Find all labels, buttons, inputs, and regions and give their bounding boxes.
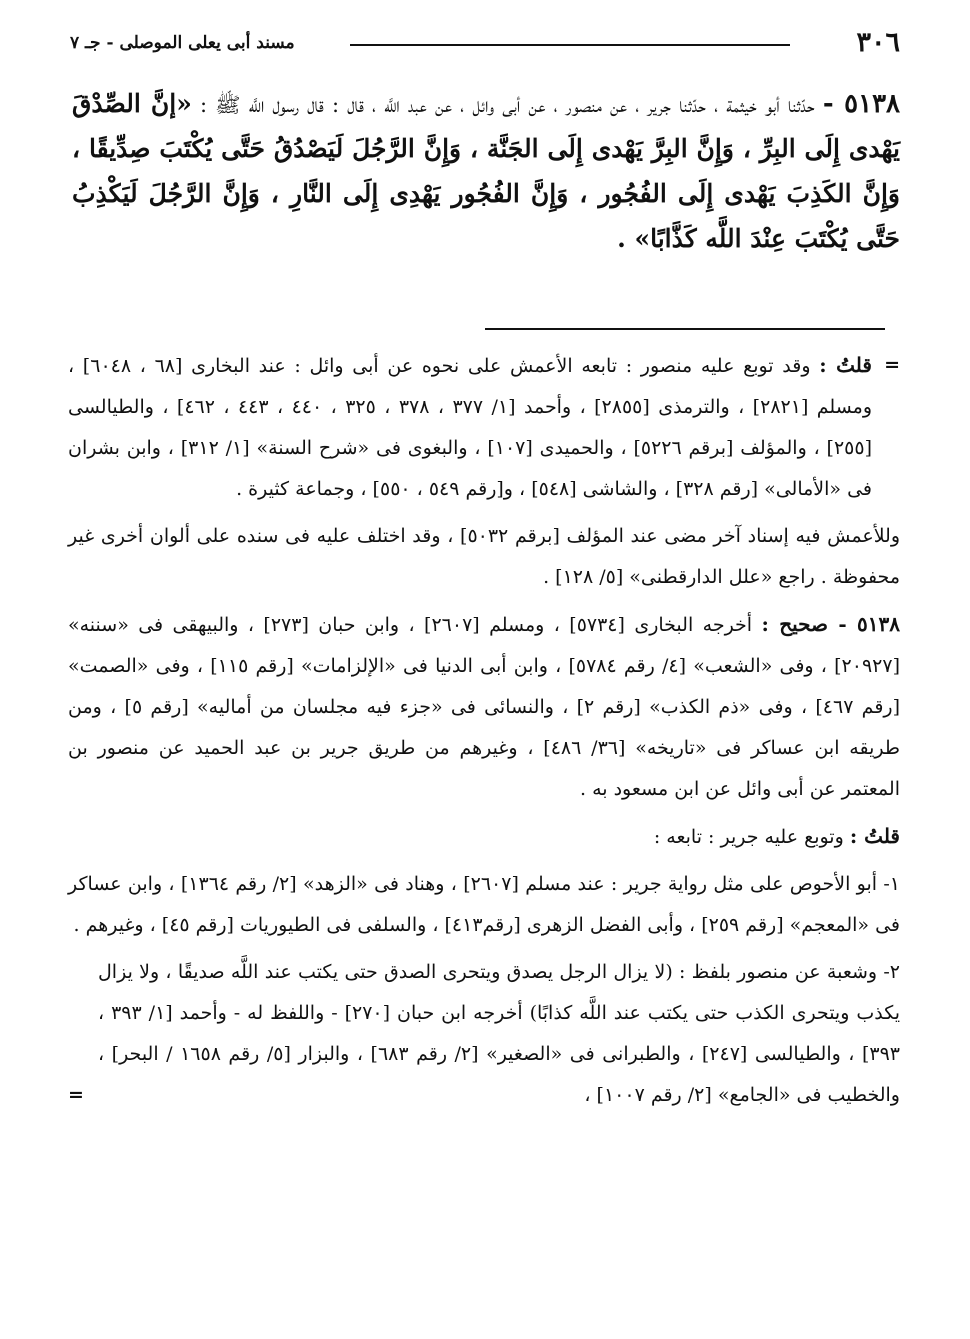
note-text: أخرجه البخارى [٥٧٣٤] ، ومسلم [٢٦٠٧] ، وابن حبان [٢٧٣] ، والبيهقى فى «سننه» [٢٠٩٢٧] ، وفى «الشعب» [٤/ رقم ٥٧٨٤] ، وابن أبى الدنيا فى «الإلزامات» [رقم ١١٥] ، وفى «الصمت» [رقم ٤٦٧] ، وفى «ذم الكذب» [رقم ٢] ، والنسائى فى «جزء فيه مجلسان من أماليه» [رقم ٥] ، ومن طريقه ابن عساكر فى «تاريخه» [٣٦/ ٤٨٦] ، وغيرهم من طريق جرير بن عبد الحميد عن منصور بن المعتمر عن أبى وائل عن ابن مسعود به . [68, 614, 901, 800]
note-text: ٢- وشعبة عن منصور بلفظ : (لا يزال الرجل يصدق ويتحرى الصدق حتى يكتب عند اللَّه صديقًا ، ولا يزال يكذب ويتحرى الكذب حتى يكتب عند اللَّه كذابًا) أخرجه ابن حبان [٢٧٠] - واللفظ له - وأحمد [١/ ٣٩٣ ، ٣٩٣] ، والطيالسى [٢٤٧] ، والطبرانى فى «الصغير» [٢/ رقم ٦٨٣] ، والبزار [٥/ رقم ١٦٥٨ / البحر] ، والخطيب فى «الجامع» [٢/ رقم ١٠٠٧] ، [98, 961, 900, 1106]
hadith-text [72, 82, 900, 262]
page-number: ٣٠٦ [856, 27, 900, 58]
footnote-takhrij [68, 604, 900, 810]
note-label: ٥١٣٨ - صحيح : [761, 612, 900, 636]
book-title: مسند أبى يعلى الموصلى - جـ ٧ [70, 33, 295, 53]
continuation-mark: = [68, 1084, 84, 1106]
footnote-paragraph: وللأعمش فيه إسناد آخر مضى عند المؤلف [برقم ٥٠٣٢] ، وقد اختلف عليه فى سنده على ألوان أخرى غير محفوظة . راجع «علل الدارقطنى» [٥/ ١٢٨] . [68, 525, 901, 588]
footnote-list-item: ١- أبو الأحوص على مثل رواية جرير : عند مسلم [٢٦٠٧] ، وهناد فى «الزهد» [٢/ رقم ١٣٦٤] ، وابن عساكر فى «المعجم» [رقم ٢٥٩] ، وأبى الفضل الزهرى [رقم٤١٣] ، والسلفى فى الطيوريات [رقم ٤٥] ، وغيرهم . [68, 873, 900, 936]
note-label: قلتُ : [819, 353, 872, 377]
note-text: وتوبع عليه جرير : تابعه : [653, 826, 844, 848]
footnote-paragraph [68, 816, 900, 858]
header-rule [350, 44, 790, 46]
continuation-mark: = [884, 354, 900, 376]
hadith-isnad: حدّثنا أبو خيثمة ، حدّثنا جرير ، عن منصور ، عن أبى وائل ، عن عبد اللَّه ، قال : قال رسول اللَّه ﷺ : [199, 93, 815, 117]
hadith-matn: «إنَّ الصِّدْقَ يَهْدى إِلَى البِرِّ ، وَإِنَّ البِرَّ يَهْدى إِلَى الجَنَّة ، وَإِنَّ الرَّجُلَ لَيَصْدُقُ حَتَّى يُكْتَبَ صِدِّيقًا ، وَإِنَّ الكَذِبَ يَهْدى إِلَى الفُجُور ، وَإِنَّ الفُجُور يَهْدِى إِلَى النَّارِ ، وَإِنَّ الرَّجُلَ لَيَكْذِبُ حَتَّى يُكْتَبَ عِنْدَ اللَّه كَذَّابًا» . [72, 89, 900, 253]
note-label: قلتُ : [849, 824, 900, 848]
footnote-continuation [68, 345, 900, 510]
running-header [70, 26, 900, 60]
hadith-number: ٥١٣٨ - [822, 89, 900, 119]
footnotes [68, 345, 900, 1122]
footnote-list-item [68, 952, 900, 1116]
footnote-divider [485, 328, 885, 330]
note-text: وقد توبع عليه منصور : تابعه الأعمش على نحوه عن أبى وائل : عند البخارى [٦٨ ، ٦٠٤٨] ، ومسلم [٢٨٢١] ، والترمذى [٢٨٥٥] ، وأحمد [١/ ٣٧٧ ، ٣٧٨ ، ٣٢٥ ، ٤٤٠ ، ٤٤٣ ، ٤٦٢] ، والطيالسى [٢٥٥] ، والمؤلف [برقم ٥٢٢٦] ، والحميدى [١٠٧] ، والبغوى فى «شرح السنة» [١/ ٣١٢] ، وابن بشران فى «الأمالى» [رقم ٣٢٨] ، والشاشى [٥٤٨] ، و[رقم ٥٤٩ ، ٥٥٠] ، وجماعة كثيرة . [68, 355, 873, 500]
